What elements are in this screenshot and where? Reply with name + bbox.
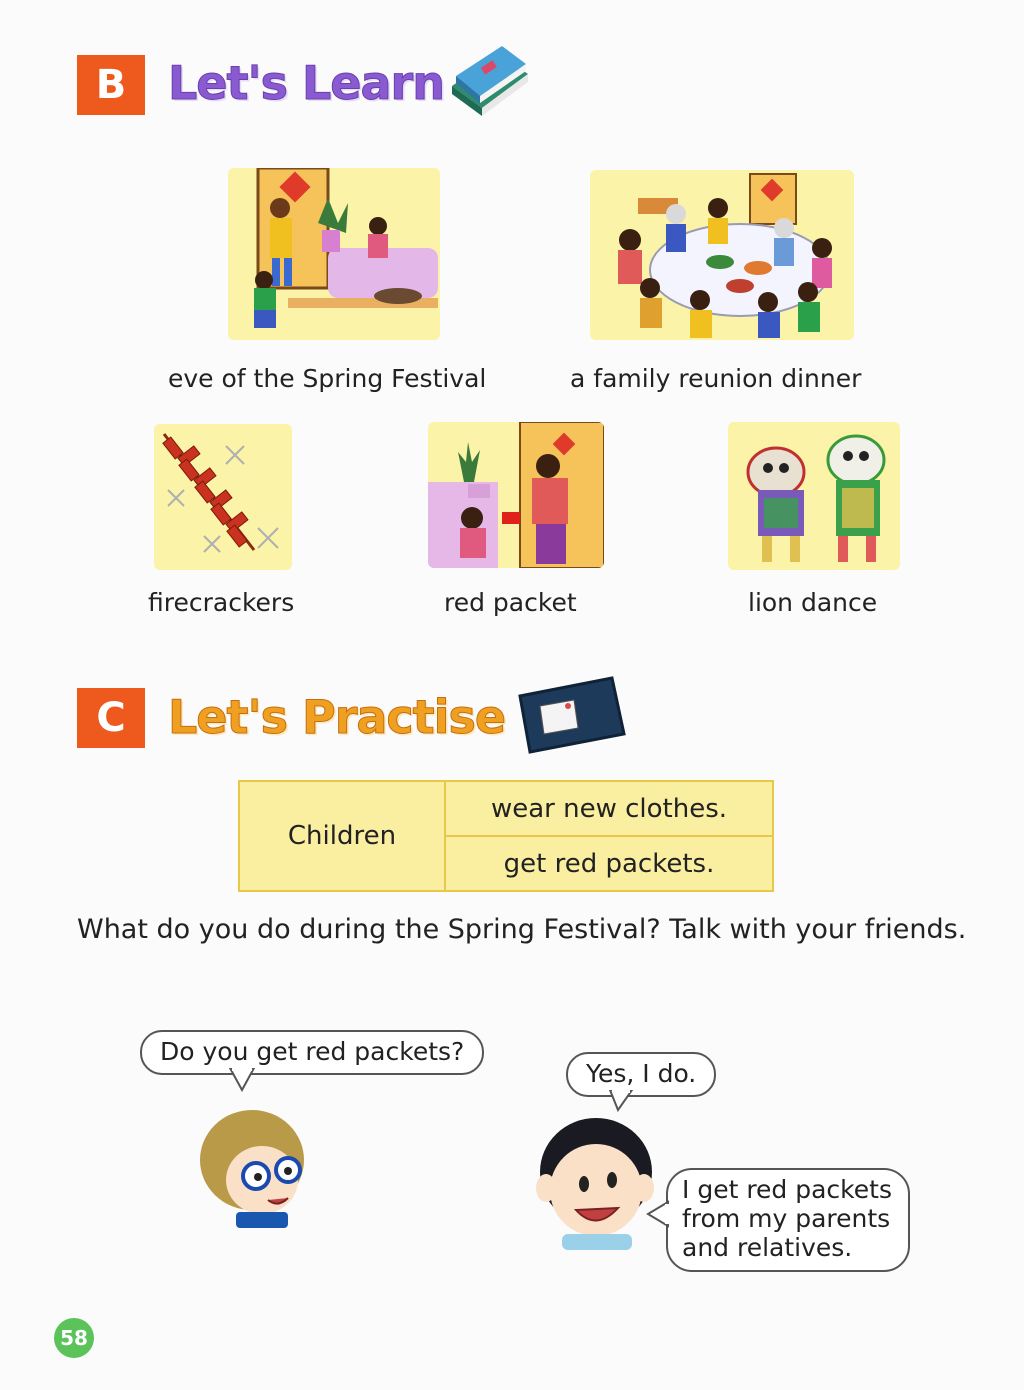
speech-tail (228, 1068, 258, 1094)
section-b-title: Let's Learn (168, 56, 444, 110)
speech-text: Yes, I do. (586, 1059, 697, 1088)
practise-table (238, 780, 774, 892)
eve-of-spring-festival-picture (228, 168, 440, 340)
red-packet-picture (428, 422, 604, 568)
section-b-badge: B (77, 55, 145, 115)
caption-lion-dance: lion dance (748, 588, 878, 617)
table-row: wear new clothes. (490, 793, 728, 824)
firecrackers-picture (154, 424, 292, 570)
caption-eve-of-spring-festival: eve of the Spring Festival (168, 364, 487, 393)
table-subject: Children (287, 821, 397, 851)
section-c-title: Let's Practise (168, 690, 506, 744)
page-number: 58 (54, 1318, 94, 1358)
speech-line: from my parents (682, 1203, 891, 1233)
table-row: get red packets. (503, 848, 715, 879)
speech-bubble-question (140, 1030, 484, 1075)
boy-with-glasses-illustration (190, 1100, 320, 1232)
speech-text: Do you get red packets? (160, 1037, 465, 1066)
lion-dance-picture (728, 422, 900, 570)
caption-family-reunion-dinner: a family reunion dinner (570, 364, 862, 393)
book-icon (448, 46, 530, 118)
speech-bubble-statement (666, 1168, 910, 1272)
caption-red-packet: red packet (444, 588, 577, 617)
practise-question: What do you do during the Spring Festival? Talk with your friends. (77, 914, 967, 945)
speech-line: and relatives. (682, 1232, 853, 1262)
caption-firecrackers: firecrackers (148, 588, 295, 617)
boy-smiling-illustration (526, 1108, 666, 1250)
speech-line: I get red packets (682, 1175, 892, 1204)
speech-tail (646, 1200, 670, 1230)
speech-bubble-reply (566, 1052, 716, 1097)
blackboard-icon (516, 676, 626, 754)
family-reunion-dinner-picture (590, 170, 854, 340)
section-c-badge: C (77, 688, 145, 748)
